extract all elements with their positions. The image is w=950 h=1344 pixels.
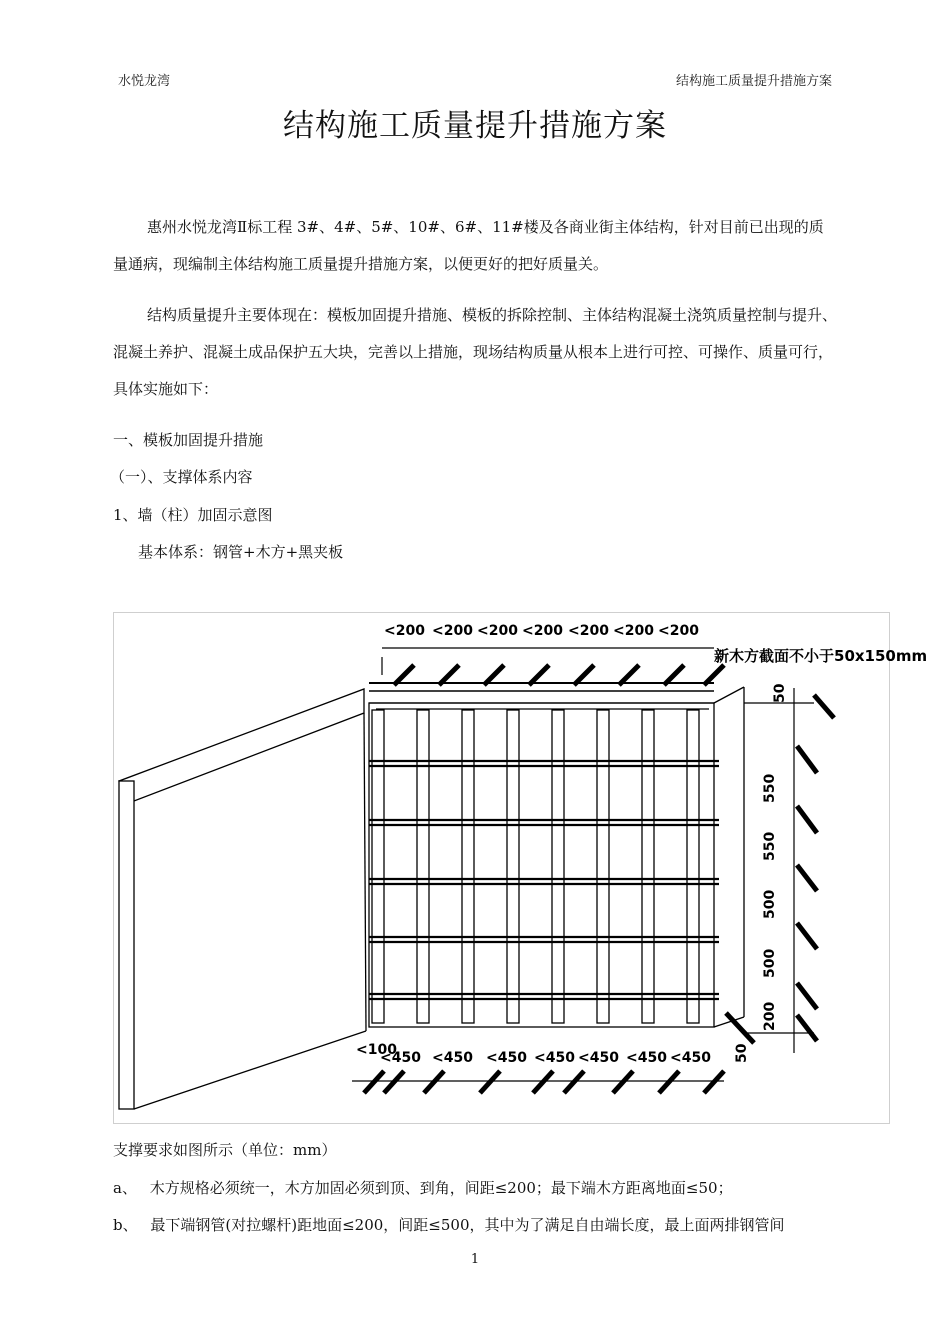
list-item-label: a、 (113, 1179, 137, 1197)
subsection-heading: （一）、支撑体系内容 (110, 468, 253, 486)
bottom-dim-label: <450 (670, 1050, 711, 1066)
figure-heading: 1、墙（柱）加固示意图 (113, 506, 273, 524)
list-item (113, 1177, 733, 1198)
figure-caption: 支撑要求如图所示（单位：mm） (113, 1141, 337, 1159)
right-dim-label: 550 (762, 831, 778, 861)
corner-dim-label: 50 (734, 1043, 750, 1063)
formwork-diagram-svg (114, 613, 928, 1123)
header-left: 水悦龙湾 (118, 74, 171, 89)
vertical-timbers (372, 710, 699, 1023)
formwork-diagram (113, 612, 928, 1124)
bottom-dim-label: <450 (534, 1050, 575, 1066)
bottom-dim-label: <450 (486, 1050, 527, 1066)
top-note: 新木方截面不小于50x150mm (714, 647, 928, 665)
summary-paragraph: 结构质量提升主要体现在：模板加固提升措施、模板的拆除控制、主体结构混凝土浇筑质量控制与提升、混凝土养护、混凝土成品保护五大块，完善以上措施，现场结构质量从根本上进行可控、可操作、质量可行，具体实施如下： (113, 306, 838, 398)
right-dim-label: 50 (772, 683, 788, 703)
bottom-dim-label: <450 (432, 1050, 473, 1066)
header-right: 结构施工质量提升措施方案 (675, 74, 832, 89)
section-heading: 一、模板加固提升措施 (113, 431, 264, 449)
top-dim-label: <200 (432, 623, 473, 639)
top-dim-label: <200 (568, 623, 609, 639)
bottom-dim-label: <100 (356, 1042, 397, 1058)
right-dim-label: 200 (762, 1001, 778, 1031)
top-dim-label: <200 (477, 623, 518, 639)
right-ticks (726, 695, 834, 1043)
basic-system-text: 基本体系：钢管+木方+黑夹板 (138, 543, 344, 561)
list-item-text: 木方规格必须统一，木方加固必须到顶、到角，间距≤200；最下端木方距离地面≤50； (149, 1179, 733, 1197)
right-dim-label: 550 (762, 773, 778, 803)
bottom-dim-label: <450 (578, 1050, 619, 1066)
document-title: 结构施工质量提升措施方案 (283, 108, 667, 144)
wall-slab (119, 689, 364, 801)
list-item-label: b、 (113, 1216, 138, 1234)
right-dim-label: 500 (762, 889, 778, 919)
bottom-ticks (364, 1071, 724, 1093)
top-dim-label: <200 (522, 623, 563, 639)
steel-pipes (369, 761, 719, 999)
top-dim-label: <200 (384, 623, 425, 639)
bottom-dim-label: <450 (626, 1050, 667, 1066)
list-item-text: 最下端钢管(对拉螺杆)距地面≤200，间距≤500，其中为了满足自由端长度，最上面两排钢管间 (150, 1216, 785, 1234)
list-item (113, 1214, 785, 1235)
bottom-dim-label: <450 (380, 1050, 421, 1066)
top-dim-label: <200 (658, 623, 699, 639)
formwork-panel (369, 703, 714, 1027)
page-number: 1 (470, 1252, 480, 1267)
right-dim-label: 500 (762, 948, 778, 978)
intro-paragraph: 惠州水悦龙湾Ⅱ标工程 3#、4#、5#、10#、6#、11#楼及各商业街主体结构，针对目前已出现的质量通病，现编制主体结构施工质量提升措施方案，以便更好的把好质量关。 (113, 218, 824, 273)
top-dim-label: <200 (613, 623, 654, 639)
wall-slab-front (119, 781, 134, 1109)
